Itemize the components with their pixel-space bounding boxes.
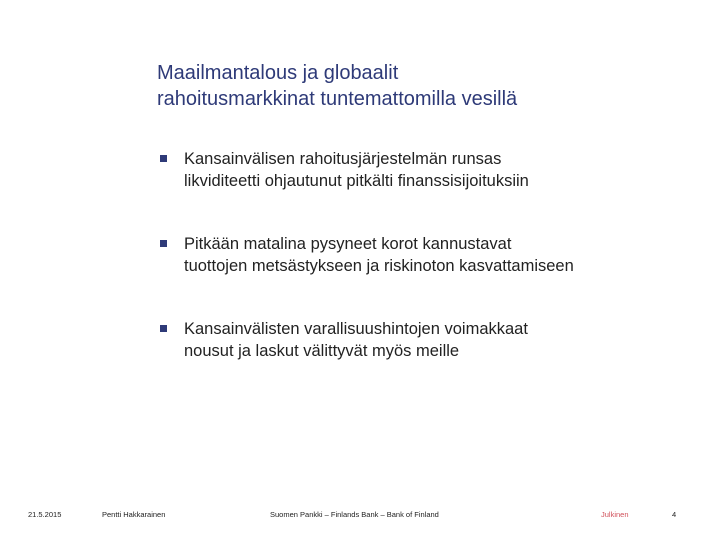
slide-title-line-1: Maailmantalous ja globaalit [157,62,399,84]
bullet-text-line-2: likviditeetti ohjautunut pitkälti finanssisijoituksiin [184,172,529,190]
footer-date: 21.5.2015 [28,510,62,519]
slide-title [157,60,677,112]
bullet-text-line-1: Pitkään matalina pysyneet korot kannustavat [184,235,512,253]
square-bullet-icon [160,325,167,332]
footer-author: Pentti Hakkarainen [102,510,166,519]
footer-page-number: 4 [672,510,677,519]
square-bullet-icon [160,155,167,162]
bullet-text-line-2: tuottojen metsästykseen ja riskinoton kasvattamiseen [184,257,574,275]
bullet-text-line-1: Kansainvälisen rahoitusjärjestelmän runsas [184,150,502,168]
bullet-item [160,318,700,362]
bullet-item [160,233,700,277]
footer-organization: Suomen Pankki – Finlands Bank – Bank of Finland [270,510,439,519]
bullet-text-line-2: nousut ja laskut välittyvät myös meille [184,342,460,360]
slide-title-line-2: rahoitusmarkkinat tuntemattomilla vesillä [157,88,518,110]
bullet-item [160,148,700,192]
bullet-list [160,148,700,403]
footer-classification: Julkinen [601,510,629,519]
square-bullet-icon [160,240,167,247]
bullet-text-line-1: Kansainvälisten varallisuushintojen voimakkaat [184,320,528,338]
